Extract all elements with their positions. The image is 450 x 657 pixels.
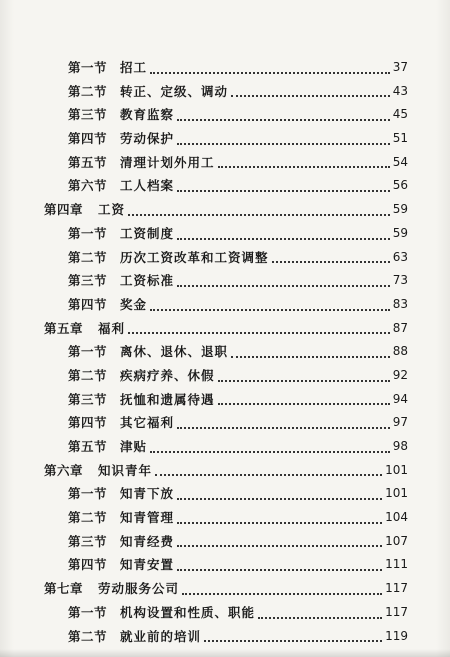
section-number: 第一节 (68, 225, 108, 241)
section-number: 第三节 (68, 273, 108, 289)
chapter-title: 福利 (98, 320, 126, 336)
dot-leader (218, 143, 390, 169)
toc-section-row (0, 625, 450, 649)
page-number: 98 (392, 439, 408, 453)
page-number: 97 (392, 415, 408, 430)
page-number: 83 (392, 296, 408, 311)
page-number: 51 (392, 131, 408, 146)
dot-leader (231, 72, 390, 98)
dot-leader (182, 569, 382, 595)
dot-leader (150, 285, 390, 311)
dot-leader (150, 427, 390, 453)
section-number: 第五节 (68, 154, 108, 170)
page-number: 43 (392, 83, 408, 98)
section-number: 第六节 (68, 178, 108, 194)
section-number: 第三节 (68, 391, 108, 407)
dot-leader (177, 119, 390, 145)
section-title: 工人档案 (120, 178, 175, 194)
dot-leader (177, 403, 390, 429)
page-number: 94 (392, 391, 408, 406)
page-number: 45 (392, 107, 408, 122)
section-title: 抚恤和遗属待遇 (120, 391, 215, 407)
dot-leader (177, 95, 390, 121)
dot-leader (258, 593, 382, 619)
table-of-contents (0, 56, 450, 648)
dot-leader (272, 238, 390, 264)
section-title: 知青经费 (120, 533, 175, 549)
section-title: 知青管理 (120, 510, 175, 526)
section-title: 疾病疗养、休假 (120, 367, 215, 383)
dot-leader (177, 261, 390, 287)
chapter-number: 第四章 (44, 202, 84, 218)
page-number: 63 (392, 249, 408, 264)
chapter-title: 工资 (98, 202, 126, 218)
page-number: 87 (392, 320, 408, 335)
dot-leader (128, 190, 390, 216)
section-number: 第一节 (68, 60, 108, 75)
section-title: 工资制度 (120, 225, 175, 241)
section-title: 转正、定级、调动 (120, 83, 229, 99)
section-title: 离休、退休、退职 (120, 344, 229, 360)
section-title: 就业前的培训 (120, 628, 202, 644)
chapter-title: 知识青年 (98, 462, 153, 478)
dot-leader (218, 380, 390, 406)
section-number: 第一节 (68, 604, 108, 620)
page-number: 56 (392, 178, 408, 193)
dot-leader (128, 309, 390, 335)
chapter-title: 劳动服务公司 (98, 581, 180, 597)
section-title: 劳动保护 (120, 131, 175, 147)
section-title: 机构设置和性质、职能 (120, 604, 256, 620)
dot-leader (150, 48, 390, 74)
page-number: 88 (392, 344, 408, 359)
dot-leader (218, 356, 390, 382)
page-number: 111 (385, 557, 408, 572)
section-number: 第五节 (68, 439, 108, 454)
section-title: 奖金 (120, 296, 148, 312)
dot-leader (155, 451, 382, 477)
page-number: 117 (385, 581, 408, 596)
dot-leader (231, 332, 390, 358)
section-title: 教育监察 (120, 107, 175, 123)
section-number: 第四节 (68, 415, 108, 431)
dot-leader (177, 522, 382, 548)
chapter-number: 第七章 (44, 581, 84, 597)
section-number: 第二节 (68, 510, 108, 526)
section-title: 知青安置 (120, 557, 175, 573)
page-number: 101 (385, 486, 408, 501)
section-title: 清理计划外用工 (120, 154, 215, 170)
dot-leader (177, 498, 382, 524)
section-number: 第一节 (68, 344, 108, 360)
section-number: 第四节 (68, 296, 108, 312)
section-number: 第三节 (68, 533, 108, 549)
section-number: 第三节 (68, 107, 108, 123)
chapter-number: 第五章 (44, 320, 84, 336)
page-number: 101 (385, 462, 408, 477)
section-number: 第二节 (68, 83, 108, 99)
dot-leader (177, 474, 382, 500)
page-number: 117 (385, 604, 408, 619)
toc-chapter-row (0, 577, 450, 601)
scan-edge-shadow (0, 649, 450, 657)
section-number: 第四节 (68, 131, 108, 147)
dot-leader (177, 545, 382, 571)
page-number: 104 (385, 510, 408, 525)
dot-leader (177, 214, 390, 240)
page-number: 107 (385, 533, 408, 548)
page-number: 119 (385, 628, 408, 643)
page-number: 59 (392, 202, 408, 217)
section-number: 第二节 (68, 367, 108, 383)
section-title: 招工 (120, 60, 148, 75)
section-number: 第二节 (68, 249, 108, 265)
section-title: 津贴 (120, 439, 148, 454)
page-number: 54 (392, 154, 408, 169)
section-number: 第一节 (68, 486, 108, 502)
chapter-number: 第六章 (44, 462, 84, 478)
section-title: 历次工资改革和工资调整 (120, 249, 269, 265)
page-number: 73 (392, 273, 408, 288)
section-number: 第二节 (68, 628, 108, 644)
page-number: 59 (392, 225, 408, 240)
section-title: 工资标准 (120, 273, 175, 289)
page-number: 37 (392, 60, 408, 74)
page-number: 92 (392, 367, 408, 382)
section-title: 知青下放 (120, 486, 175, 502)
section-title: 其它福利 (120, 415, 175, 431)
section-number: 第四节 (68, 557, 108, 573)
dot-leader (177, 166, 390, 192)
dot-leader (204, 617, 382, 643)
